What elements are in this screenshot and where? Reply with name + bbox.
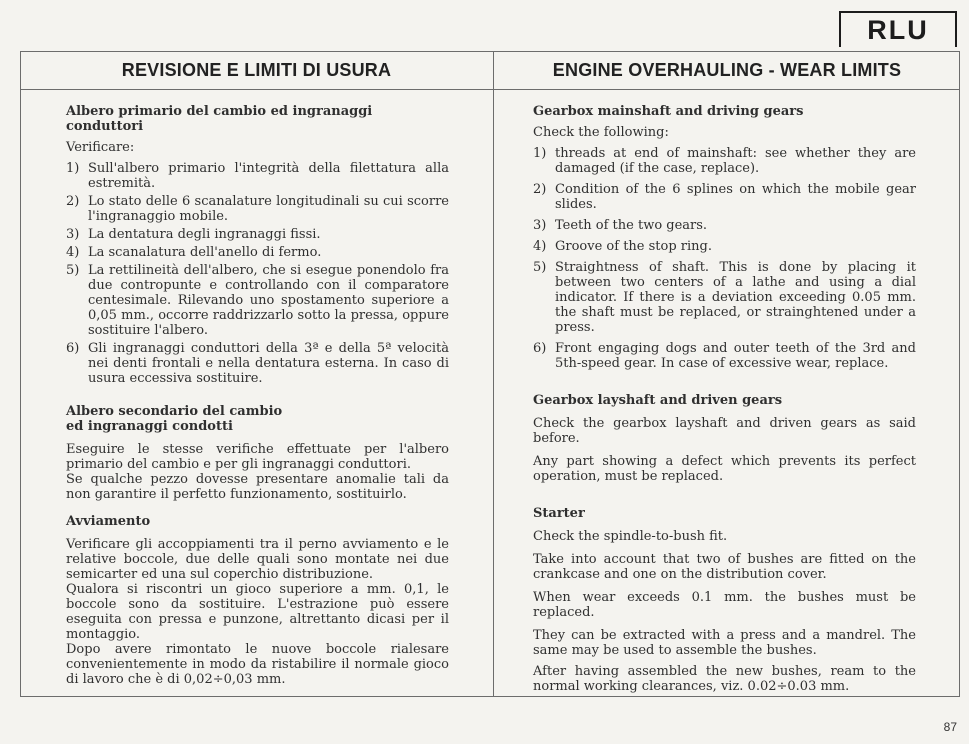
left-column-title: REVISIONE E LIMITI DI USURA [121,59,392,80]
item-text: Condition of the 6 splines on which the mobile gear slides. [555,182,916,212]
item-number: 6) [66,341,80,356]
section-intro: Check the following: [533,125,669,140]
section-code-badge: RLU [839,11,957,47]
section-heading: ed ingranaggi condotti [66,419,233,434]
item-text: Groove of the stop ring. [555,239,712,254]
item-text: Teeth of the two gears. [555,218,708,233]
item-text: Front engaging dogs and outer teeth of the 3rd and 5th-speed gear. In case of excessive wear, replace. [555,341,916,371]
list-item [533,341,916,371]
right-column-title: ENGINE OVERHAULING - WEAR LIMITS [552,59,902,80]
list-item [66,341,449,386]
paragraph: Eseguire le stesse verifiche effettuate per l'albero primario del cambio e per gli ingranaggi conduttori. [66,442,449,472]
left-column [66,104,449,693]
paragraph: They can be extracted with a press and a mandrel. The same may be used to assemble the bushes. [533,628,916,658]
page-number: 87 [943,720,957,734]
list-item [66,161,449,191]
list-item [533,218,916,233]
item-number: 6) [533,341,547,356]
paragraph: Se qualche pezzo dovesse presentare anomalie tali da non garantire il perfetto funzionamento, sostituirlo. [66,472,449,502]
item-text: Straightness of shaft. This is done by placing it between two centers of a lathe and using a dial indicator. If there is a deviation exceeding 0.05 mm. the shaft must be replaced, or strainghtened under a press. [555,260,916,335]
item-text: Gli ingranaggi conduttori della 3ª e della 5ª velocità nei denti frontali e nella dentatura esterna. In caso di usura eccessiva sostituire. [88,341,449,386]
list-item [66,194,449,224]
item-number: 5) [533,260,547,275]
check-list [66,161,449,386]
paragraph: Check the gearbox layshaft and driven gears as said before. [533,416,916,446]
item-number: 2) [533,182,547,197]
list-item [533,260,916,335]
item-text: La scanalatura dell'anello di fermo. [88,245,322,260]
list-item [66,227,449,242]
item-number: 4) [66,245,80,260]
paragraph: After having assembled the new bushes, ream to the normal working clearances, viz. 0.02÷0.03 mm. [533,664,916,694]
section-heading: Gearbox mainshaft and driving gears [533,104,804,119]
list-item [533,239,916,254]
list-item [66,245,449,260]
item-text: La rettilineità dell'albero, che si esegue ponendolo fra due contropunte e controllando con il comparatore centesimale. Rilevando uno spostamento superiore a 0,05 mm., occorre raddrizzarlo sotto la pressa, oppure sostituire l'albero. [88,263,449,338]
section-heading: Albero secondario del cambio [66,404,283,419]
paragraph: Check the spindle-to-bush fit. [533,529,728,544]
title-divider [20,89,960,90]
list-item [533,146,916,176]
section-heading: Avviamento [66,514,151,529]
list-item [533,182,916,212]
item-text: Lo stato delle 6 scanalature longitudinali su cui scorre l'ingranaggio mobile. [88,194,449,224]
item-number: 3) [66,227,80,242]
item-text: Sull'albero primario l'integrità della filettatura alla estremità. [88,161,449,191]
item-number: 3) [533,218,547,233]
list-item [66,263,449,338]
paragraph: Verificare gli accoppiamenti tra il perno avviamento e le relative boccole, due delle quali sono montate nei due semicarter ed una sul coperchio distribuzione. [66,537,449,582]
section-heading: Albero primario del cambio ed ingranaggi conduttori [66,104,373,134]
item-number: 5) [66,263,80,278]
section-heading: Starter [533,506,585,521]
paragraph: Qualora si riscontri un gioco superiore a mm. 0,1, le boccole sono da sostituire. L'estrazione può essere eseguita con pressa e punzone, altrettanto dicasi per il montaggio. [66,582,449,642]
item-number: 4) [533,239,547,254]
check-list [533,146,916,371]
paragraph: Any part showing a defect which prevents its perfect operation, must be replaced. [533,454,916,484]
item-number: 2) [66,194,80,209]
paragraph: Take into account that two of bushes are fitted on the crankcase and one on the distribution cover. [533,552,916,582]
paragraph: Dopo avere rimontato le nuove boccole rialesare convenientemente in modo da ristabilire il normale gioco di lavoro che è di 0,02÷0,03 mm. [66,642,449,687]
paragraph: When wear exceeds 0.1 mm. the bushes must be replaced. [533,590,916,620]
item-number: 1) [533,146,547,161]
item-number: 1) [66,161,80,176]
right-column [533,104,916,700]
item-text: threads at end of mainshaft: see whether they are damaged (if the case, replace). [555,146,916,176]
section-intro: Verificare: [66,140,135,155]
item-text: La dentatura degli ingranaggi fissi. [88,227,321,242]
section-heading: Gearbox layshaft and driven gears [533,393,783,408]
column-divider [493,51,494,697]
